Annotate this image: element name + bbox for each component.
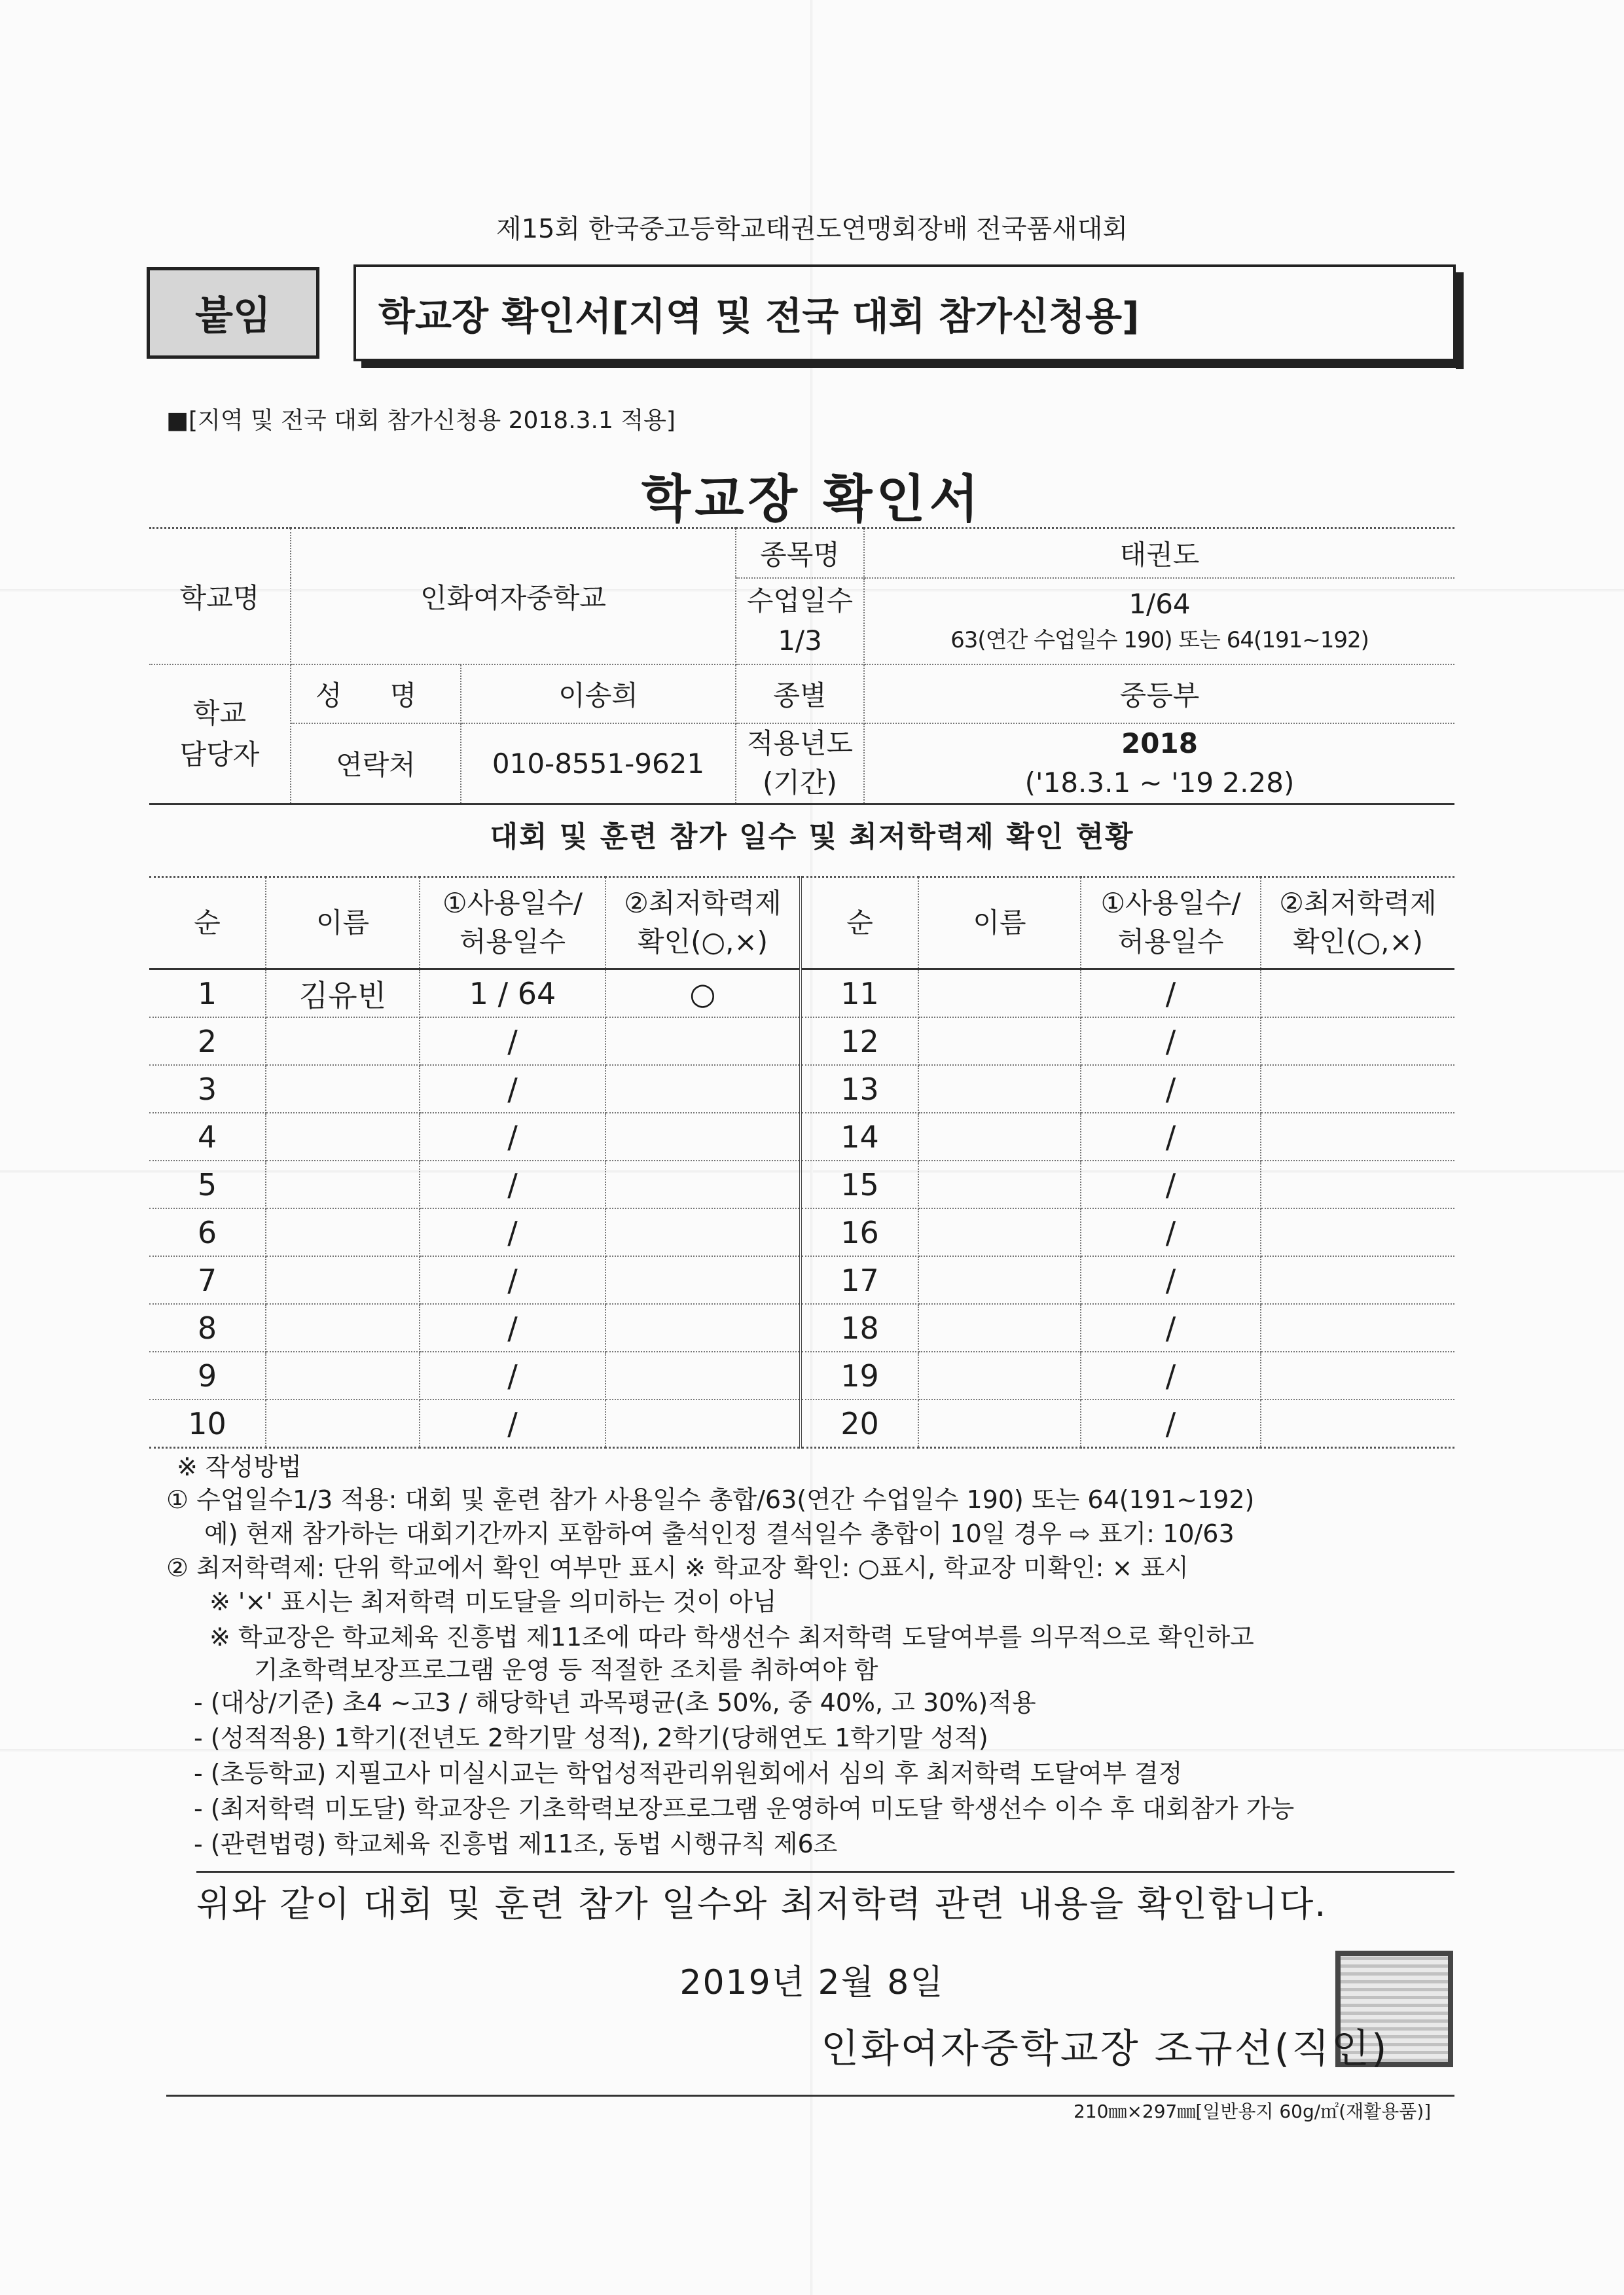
row-days: / <box>420 1256 605 1304</box>
col-days-header-line: 허용일수 <box>459 926 566 958</box>
row-days: / <box>420 1113 605 1161</box>
row-days: / <box>1081 1352 1261 1400</box>
row-number: 20 <box>801 1400 918 1448</box>
paper-spec: 210㎜×297㎜[일반용지 60g/㎡(재활용품)] <box>1074 2101 1432 2122</box>
row-days: / <box>420 1017 605 1065</box>
category-value: 중등부 <box>864 664 1454 723</box>
row-number: 15 <box>801 1161 918 1208</box>
row-name <box>918 1113 1081 1161</box>
issue-date: 2019년 2월 8일 <box>679 1963 945 2002</box>
participation-table <box>149 876 1454 1449</box>
row-check <box>605 1161 801 1208</box>
row-days: / <box>1081 1113 1261 1161</box>
row-number: 18 <box>801 1304 918 1352</box>
row-name: 김유빈 <box>266 969 420 1018</box>
table-row <box>149 1113 1454 1161</box>
row-number: 16 <box>801 1208 918 1256</box>
row-number: 14 <box>801 1113 918 1161</box>
row-days: / <box>420 1065 605 1113</box>
year-label-line: 적용년도 <box>746 727 854 759</box>
class-days-cell <box>864 578 1454 664</box>
row-days: / <box>1081 1208 1261 1256</box>
col-no-header: 순 <box>801 877 918 969</box>
row-name <box>266 1161 420 1208</box>
instruction-line: - (초등학교) 지필고사 미실시교는 학업성적관리위원회에서 심의 후 최저학력 도달여부 결정 <box>194 1759 1183 1788</box>
school-name: 인화여자중학교 <box>291 528 736 664</box>
doc-title: 학교장 확인서 <box>641 470 983 529</box>
row-days: / <box>1081 1256 1261 1304</box>
row-number: 7 <box>149 1256 266 1304</box>
contact-label-line: 학교 <box>192 697 247 730</box>
table-row <box>149 1400 1454 1448</box>
name-label: 성 명 <box>291 664 461 723</box>
row-check <box>605 1017 801 1065</box>
col-check-header-line: 확인(○,×) <box>1292 926 1424 958</box>
row-name <box>918 1065 1081 1113</box>
row-number: 5 <box>149 1161 266 1208</box>
year-value: 2018 <box>1121 727 1198 759</box>
row-number: 11 <box>801 969 918 1018</box>
row-number: 4 <box>149 1113 266 1161</box>
row-check <box>1261 1065 1454 1113</box>
instruction-line: - (최저학력 미도달) 학교장은 기초학력보장프로그램 운영하여 미도달 학생선수 이수 후 대회참가 가능 <box>194 1794 1295 1823</box>
row-name <box>266 1208 420 1256</box>
row-days: / <box>1081 1400 1261 1448</box>
col-days-header <box>1081 877 1261 969</box>
contact-label-line: 담당자 <box>179 738 260 771</box>
row-name <box>266 1352 420 1400</box>
row-check <box>605 1400 801 1448</box>
row-name <box>918 1017 1081 1065</box>
contact-label <box>149 664 291 804</box>
phone-value: 010-8551-9621 <box>461 723 736 804</box>
row-name <box>266 1065 420 1113</box>
row-days: / <box>420 1161 605 1208</box>
row-number: 19 <box>801 1352 918 1400</box>
table-row <box>149 969 1454 1018</box>
row-name <box>266 1304 420 1352</box>
row-days: / <box>1081 1304 1261 1352</box>
instruction-line: - (대상/기준) 초4 ~고3 / 해당학년 과목평균(초 50%, 중 40%, 고 30%)적용 <box>194 1688 1036 1717</box>
row-number: 3 <box>149 1065 266 1113</box>
footer-divider <box>166 2095 1454 2097</box>
event-label: 종목명 <box>736 528 864 578</box>
school-name-label: 학교명 <box>149 528 291 664</box>
row-name <box>266 1113 420 1161</box>
row-name <box>918 1352 1081 1400</box>
row-check <box>605 1113 801 1161</box>
class-days-label-line: 1/3 <box>778 624 822 657</box>
year-label <box>736 723 864 804</box>
row-check <box>605 1304 801 1352</box>
row-check <box>1261 1352 1454 1400</box>
row-days: / <box>1081 969 1261 1018</box>
row-number: 13 <box>801 1065 918 1113</box>
col-name-header: 이름 <box>266 877 420 969</box>
row-check <box>605 1065 801 1113</box>
attachment-label: 붙임 <box>147 267 319 359</box>
row-name <box>918 1304 1081 1352</box>
category-label: 종별 <box>736 664 864 723</box>
row-number: 12 <box>801 1017 918 1065</box>
row-number: 6 <box>149 1208 266 1256</box>
instruction-line: ※ 학교장은 학교체육 진흥법 제11조에 따라 학생선수 최저학력 도달여부를 의무적으로 확인하고 <box>209 1623 1254 1652</box>
row-check <box>1261 1161 1454 1208</box>
class-days-note: 63(연간 수업일수 190) 또는 64(191~192) <box>950 627 1369 654</box>
col-days-header-line: ①사용일수/ <box>442 887 583 920</box>
row-days: / <box>420 1304 605 1352</box>
principal-signature: 인화여자중학교장 조규선(직인) <box>821 2026 1389 2072</box>
row-name <box>266 1400 420 1448</box>
col-check-header-line: ②최저학력제 <box>624 887 782 920</box>
instruction-line: 기초학력보장프로그램 운영 등 적절한 조치를 취하여야 함 <box>254 1655 878 1684</box>
row-number: 17 <box>801 1256 918 1304</box>
col-name-header: 이름 <box>918 877 1081 969</box>
instruction-line: - (성적적용) 1학기(전년도 2학기말 성적), 2학기(당해연도 1학기말 성적) <box>194 1724 988 1752</box>
row-number: 1 <box>149 969 266 1018</box>
event-value: 태권도 <box>864 528 1454 578</box>
class-days-label <box>736 578 864 664</box>
row-number: 9 <box>149 1352 266 1400</box>
row-check <box>1261 1113 1454 1161</box>
row-name <box>918 969 1081 1018</box>
row-check <box>1261 1400 1454 1448</box>
event-title: 제15회 한국중고등학교태권도연맹회장배 전국품새대회 <box>496 214 1128 244</box>
table-row <box>149 1017 1454 1065</box>
class-days-label-line: 수업일수 <box>746 584 854 617</box>
header-title: 학교장 확인서[지역 및 전국 대회 참가신청용] <box>378 294 1140 338</box>
row-name <box>918 1400 1081 1448</box>
table-row <box>149 1065 1454 1113</box>
row-days: / <box>1081 1065 1261 1113</box>
col-days-header-line: 허용일수 <box>1117 926 1224 958</box>
row-days: / <box>1081 1161 1261 1208</box>
divider <box>196 1871 1454 1873</box>
col-days-header <box>420 877 605 969</box>
row-days: / <box>420 1208 605 1256</box>
row-days: 1 / 64 <box>420 969 605 1018</box>
year-cell <box>864 723 1454 804</box>
table-row <box>149 1161 1454 1208</box>
instruction-line: ② 최저학력제: 단위 학교에서 확인 여부만 표시 ※ 학교장 확인: ○표시, 학교장 미확인: × 표시 <box>166 1553 1189 1582</box>
col-check-header <box>1261 877 1454 969</box>
row-number: 2 <box>149 1017 266 1065</box>
row-check <box>605 1352 801 1400</box>
participation-header-row <box>149 877 1454 969</box>
row-number: 10 <box>149 1400 266 1448</box>
row-check <box>1261 1017 1454 1065</box>
row-check <box>605 1208 801 1256</box>
instructions-title: ※ 작성방법 <box>177 1453 302 1481</box>
confirmation-statement: 위와 같이 대회 및 훈련 참가 일수와 최저학력 관련 내용을 확인합니다. <box>196 1883 1327 1925</box>
participation-rows <box>149 969 1454 1448</box>
row-check <box>1261 1304 1454 1352</box>
header-title-box <box>353 264 1456 361</box>
row-days: / <box>420 1400 605 1448</box>
row-name <box>918 1161 1081 1208</box>
row-name <box>266 1256 420 1304</box>
row-check: ○ <box>605 969 801 1018</box>
table-row <box>149 1256 1454 1304</box>
row-days: / <box>1081 1017 1261 1065</box>
row-check <box>1261 969 1454 1018</box>
col-no-header: 순 <box>149 877 266 969</box>
instruction-line: ① 수업일수1/3 적용: 대회 및 훈련 참가 사용일수 총합/63(연간 수업일수 190) 또는 64(191~192) <box>166 1485 1255 1514</box>
table-row <box>149 1304 1454 1352</box>
period-value: ('18.3.1 ~ '19 2.28) <box>1024 767 1295 799</box>
year-label-line: (기간) <box>763 767 837 799</box>
row-name <box>266 1017 420 1065</box>
col-check-header <box>605 877 801 969</box>
row-name <box>918 1208 1081 1256</box>
col-check-header-line: 확인(○,×) <box>637 926 768 958</box>
contact-name: 이송희 <box>461 664 736 723</box>
row-number: 8 <box>149 1304 266 1352</box>
row-check <box>1261 1208 1454 1256</box>
participation-subheading: 대회 및 훈련 참가 일수 및 최저학력제 확인 현황 <box>490 820 1134 854</box>
row-check <box>605 1256 801 1304</box>
row-days: / <box>420 1352 605 1400</box>
row-name <box>918 1256 1081 1304</box>
table-row <box>149 1208 1454 1256</box>
row-check <box>1261 1256 1454 1304</box>
apply-note: ■[지역 및 전국 대회 참가신청용 2018.3.1 적용] <box>166 407 676 434</box>
instruction-line: ※ '×' 표시는 최저학력 미도달을 의미하는 것이 아님 <box>209 1587 777 1616</box>
instruction-line: 예) 현재 참가하는 대회기간까지 포함하여 출석인정 결석일수 총합이 10일 경우 ⇨ 표기: 10/63 <box>204 1519 1235 1548</box>
col-check-header-line: ②최저학력제 <box>1279 887 1437 920</box>
table-row <box>149 1352 1454 1400</box>
instruction-line: - (관련법령) 학교체육 진흥법 제11조, 동법 시행규칙 제6조 <box>194 1830 838 1858</box>
class-days-value: 1/64 <box>1128 588 1191 621</box>
school-info-table <box>149 527 1454 805</box>
phone-label: 연락처 <box>291 723 461 804</box>
col-days-header-line: ①사용일수/ <box>1100 887 1241 920</box>
